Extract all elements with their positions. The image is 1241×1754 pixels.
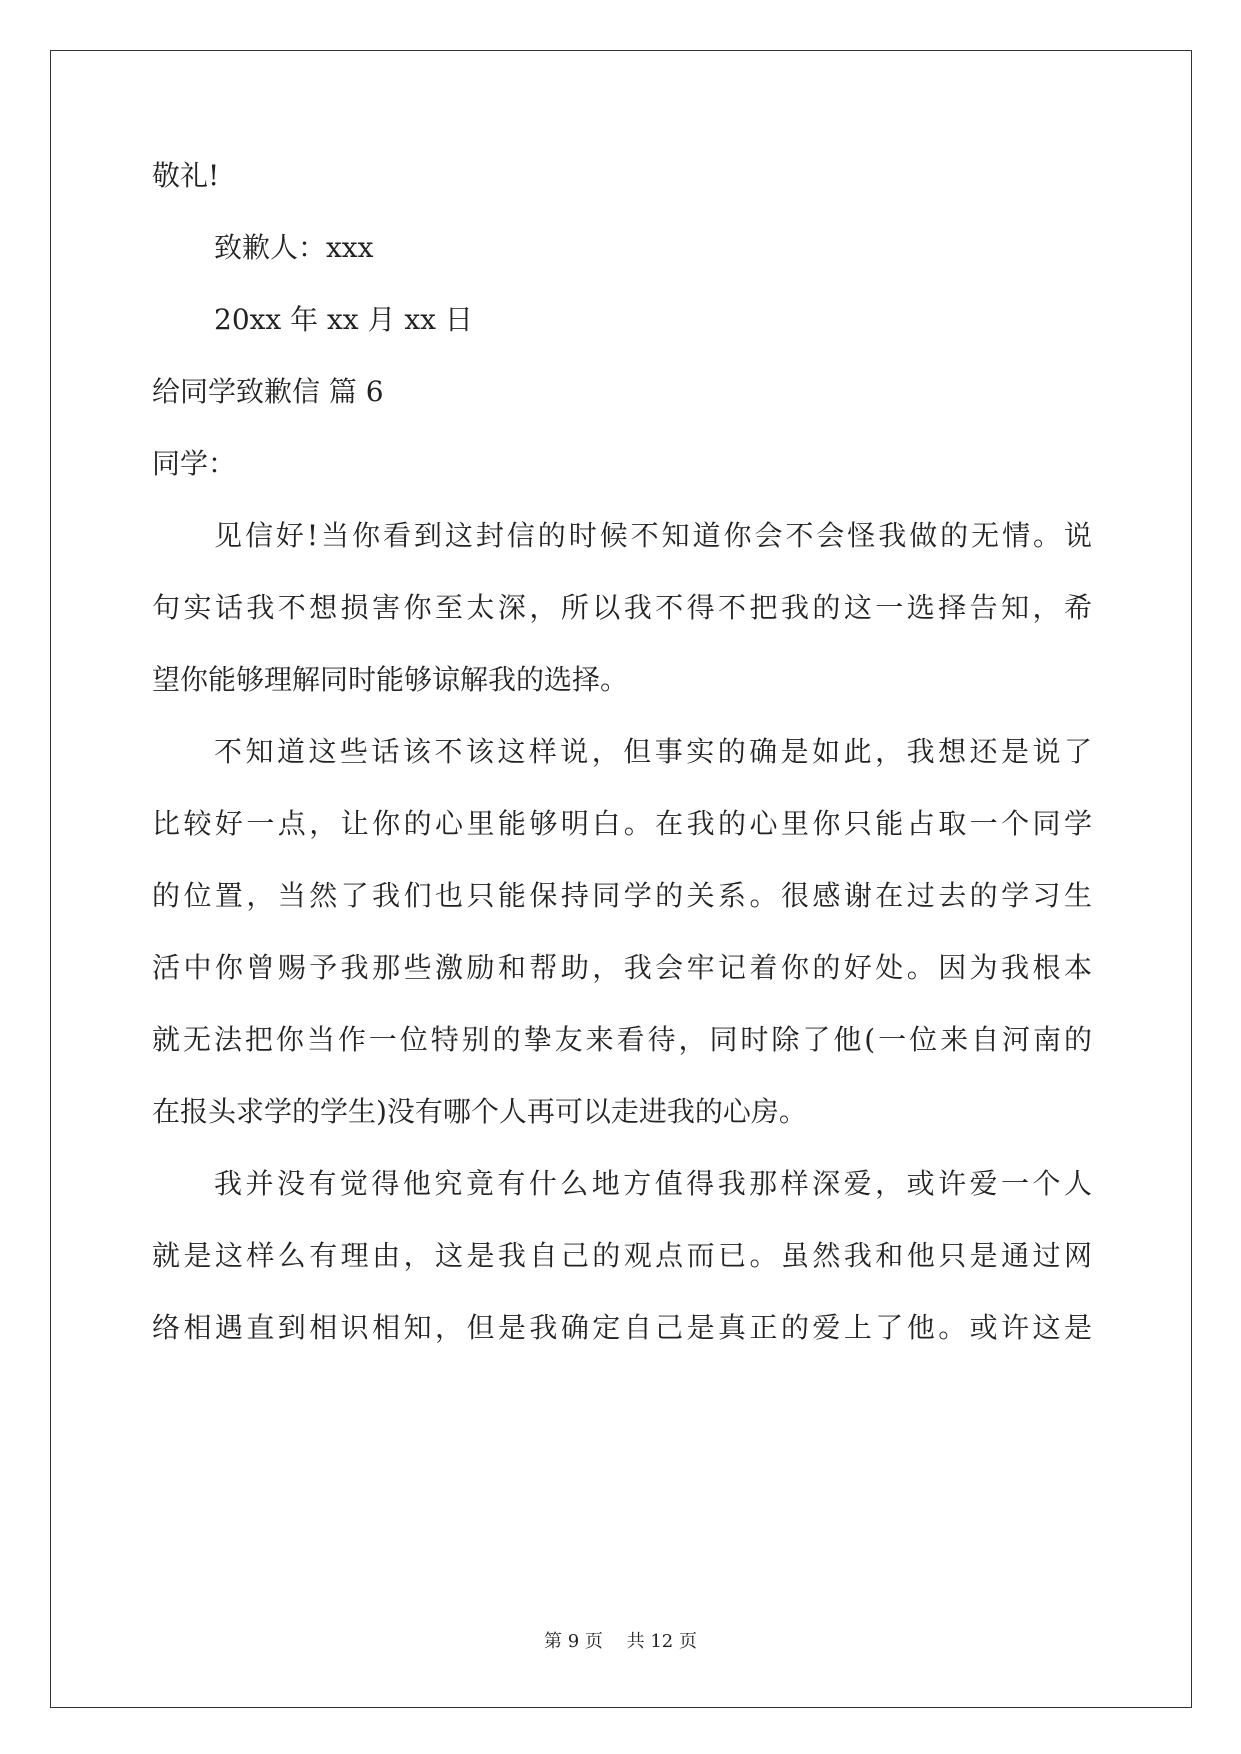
paragraph-line: 我并没有觉得他究竟有什么地方值得我那样深爱，或许爱一个人 [214,1167,1092,1200]
signature-line: 致歉人：xxx [214,231,374,264]
date-line: 20xx 年 xx 月 xx 日 [214,303,473,336]
paragraph-line: 络相遇直到相识相知，但是我确定自己是真正的爱上了他。或许这是 [152,1311,1092,1344]
paragraph-line: 见信好!当你看到这封信的时候不知道你会不会怪我做的无情。说 [214,519,1092,552]
page-number: 第 9 页 共 12 页 [544,1631,697,1652]
paragraph-line: 在报头求学的学生)没有哪个人再可以走进我的心房。 [152,1095,807,1128]
paragraph-line: 不知道这些话该不该这样说，但事实的确是如此，我想还是说了 [214,735,1092,768]
closing-line: 敬礼! [152,159,220,192]
paragraph-line: 句实话我不想损害你至太深，所以我不得不把我的这一选择告知，希 [152,591,1092,624]
paragraph-line: 望你能够理解同时能够谅解我的选择。 [152,663,629,696]
section-title: 给同学致歉信 篇 6 [152,375,384,408]
paragraph-line: 就无法把你当作一位特别的挚友来看待，同时除了他(一位来自河南的 [152,1023,1092,1056]
paragraph-line: 活中你曾赐予我那些激励和帮助，我会牢记着你的好处。因为我根本 [152,951,1092,984]
salutation-line: 同学： [152,447,237,480]
paragraph-line: 就是这样么有理由，这是我自己的观点而已。虽然我和他只是通过网 [152,1239,1092,1272]
paragraph-line: 比较好一点，让你的心里能够明白。在我的心里你只能占取一个同学 [152,807,1092,840]
paragraph-line: 的位置，当然了我们也只能保持同学的关系。很感谢在过去的学习生 [152,879,1092,912]
